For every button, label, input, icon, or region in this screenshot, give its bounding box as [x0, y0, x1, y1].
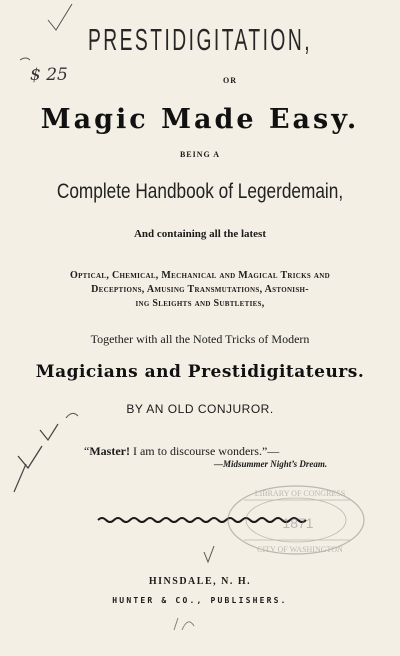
stamp-year: 1871	[282, 515, 314, 531]
handwritten-tick-2	[18, 446, 42, 468]
stamp-bottom-text: CITY OF WASHINGTON	[257, 545, 343, 554]
book-subtitle: Magic Made Easy.	[40, 104, 360, 135]
quote-open-mark: “	[84, 444, 90, 458]
handbook-line: Complete Handbook of Legerdemain,	[56, 180, 344, 203]
book-title: PRESTIDIGITATION,	[87, 22, 313, 57]
tricks-line-1: Optical, Chemical, Mechanical and Magical Tricks and	[70, 270, 330, 281]
magicians-line: Magicians and Prestidigitateurs.	[35, 362, 365, 382]
or-connector: OR	[223, 76, 237, 85]
publication-place: HINSDALE, N. H.	[148, 576, 252, 587]
tricks-line-2: Deceptions, Amusing Transmutations, Astonish-	[91, 284, 309, 295]
quote-text: I am to discourse wonders.”—	[132, 444, 280, 458]
together-line: Together with all the Noted Tricks of Modern	[90, 332, 310, 346]
quote-master: Master!	[89, 444, 130, 458]
decorative-rule	[98, 518, 306, 522]
epigraph-attribution: —Midsummer Night’s Dream.	[214, 459, 328, 469]
author-line: BY AN OLD CONJUROR.	[126, 402, 274, 416]
handwritten-stroke	[14, 464, 26, 492]
handwritten-bottom-mark	[174, 618, 194, 630]
stamp-top-text: LIBRARY OF CONGRESS	[254, 489, 346, 498]
containing-line: And containing all the latest	[133, 228, 266, 240]
library-stamp	[228, 486, 364, 554]
handwritten-tick-3	[204, 546, 214, 562]
publisher-line: HUNTER & CO., PUBLISHERS.	[112, 596, 288, 605]
handwritten-check-mark	[48, 4, 72, 30]
handwritten-tick-1	[40, 424, 58, 440]
handwritten-price: $ 25	[30, 65, 68, 85]
being-a-label: BEING A	[179, 150, 221, 159]
handwritten-curl	[66, 413, 78, 418]
handwritten-scribble	[20, 58, 30, 60]
tricks-line-3: ing Sleights and Subtleties,	[135, 298, 265, 309]
